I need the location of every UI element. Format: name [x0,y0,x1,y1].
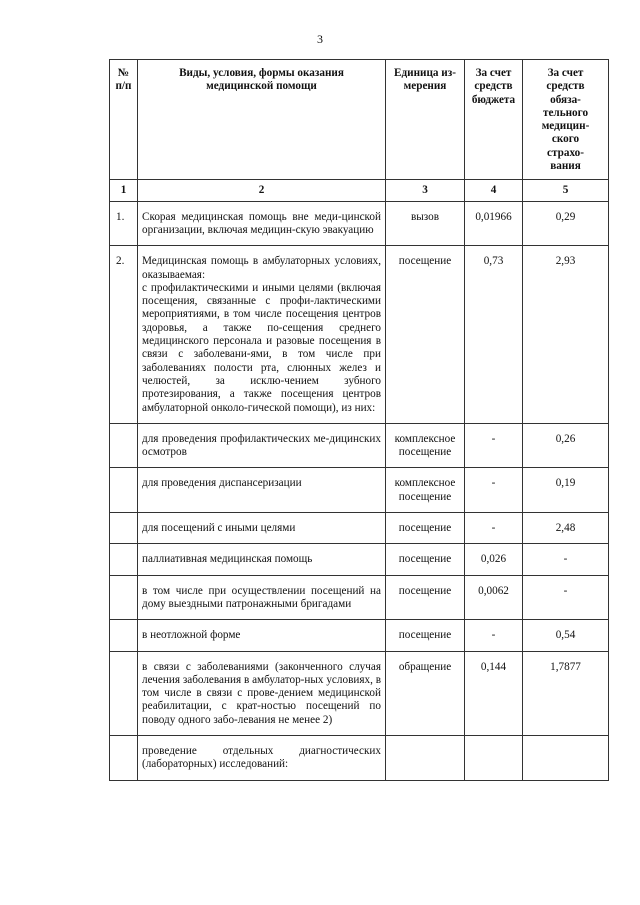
row-unit: посещение [386,544,465,575]
header-oms: За счет средств обяза-тельного медицин-ского страхо-вания [523,60,609,180]
table-row [110,735,609,780]
row-unit: комплексное посещение [386,423,465,468]
column-number: 2 [138,180,386,201]
row-description: для посещений с иными целями [138,513,386,544]
row-oms-value: 0,26 [523,423,609,468]
column-number: 5 [523,180,609,201]
row-oms-value [523,735,609,780]
row-budget-value: 0,144 [465,651,523,735]
row-unit: комплексное посещение [386,468,465,513]
row-description: в том числе при осуществлении посещений на дому выездными патронажными бригадами [138,575,386,620]
volumes-table [109,59,609,781]
row-number [110,468,138,513]
page-number: 3 [317,32,323,46]
column-number-row [110,180,609,201]
row-unit: посещение [386,246,465,424]
row-description: Медицинская помощь в амбулаторных условиях, оказываемая: с профилактическими и иными целями (включая посещения, связанные с профи-лактическими мероприятиями, в том числе посещения центров здоровья, а также по-сещения среднего медицинского персонала и разовые посещения в связи с заболевани-ями, в том числе при заболеваниях полости рта, слюнных желез и челюстей, за исклю-чением зубного протезирования, а также посещения центров амбулаторной онколо-гической помощи), из них: [138,246,386,424]
row-budget-value: - [465,513,523,544]
row-oms-value: 2,48 [523,513,609,544]
table-row [110,468,609,513]
row-budget-value [465,735,523,780]
row-description: для проведения профилактических ме-дицинских осмотров [138,423,386,468]
row-unit: посещение [386,513,465,544]
row-description: в связи с заболеваниями (законченного случая лечения заболевания в амбулатор-ных условиях, в том числе в связи с прове-дением медицинской реабилитации, с крат-ностью посещений по поводу одного забо-левания не менее 2) [138,651,386,735]
header-kind: Виды, условия, формы оказания медицинской помощи [138,60,386,180]
row-unit: обращение [386,651,465,735]
row-number [110,735,138,780]
row-unit: посещение [386,620,465,651]
row-description: паллиативная медицинская помощь [138,544,386,575]
header-budget: За счет средств бюджета [465,60,523,180]
row-oms-value: - [523,544,609,575]
row-number: 1. [110,201,138,246]
table-row [110,246,609,424]
header-num: № п/п [110,60,138,180]
table-row [110,201,609,246]
row-budget-value: 0,73 [465,246,523,424]
row-number [110,513,138,544]
row-budget-value: - [465,423,523,468]
row-budget-value: 0,026 [465,544,523,575]
row-description: для проведения диспансеризации [138,468,386,513]
row-budget-value: 0,0062 [465,575,523,620]
column-number: 3 [386,180,465,201]
table-row [110,423,609,468]
table-row [110,544,609,575]
row-unit: вызов [386,201,465,246]
row-number [110,575,138,620]
column-number: 4 [465,180,523,201]
row-unit [386,735,465,780]
row-number [110,620,138,651]
row-budget-value: - [465,620,523,651]
row-unit: посещение [386,575,465,620]
row-budget-value: - [465,468,523,513]
row-budget-value: 0,01966 [465,201,523,246]
row-number: 2. [110,246,138,424]
row-number [110,651,138,735]
row-oms-value: 0,29 [523,201,609,246]
table-row [110,513,609,544]
row-description: проведение отдельных диагностических (лабораторных) исследований: [138,735,386,780]
row-oms-value: 0,19 [523,468,609,513]
row-number [110,423,138,468]
row-oms-value: - [523,575,609,620]
table-row [110,620,609,651]
row-oms-value: 0,54 [523,620,609,651]
row-description: Скорая медицинская помощь вне меди-цинской организации, включая медицин-скую эвакуацию [138,201,386,246]
row-oms-value: 1,7877 [523,651,609,735]
header-row [110,60,609,180]
row-oms-value: 2,93 [523,246,609,424]
column-number: 1 [110,180,138,201]
table-row [110,651,609,735]
table-row [110,575,609,620]
row-description: в неотложной форме [138,620,386,651]
header-unit: Единица из-мерения [386,60,465,180]
row-number [110,544,138,575]
